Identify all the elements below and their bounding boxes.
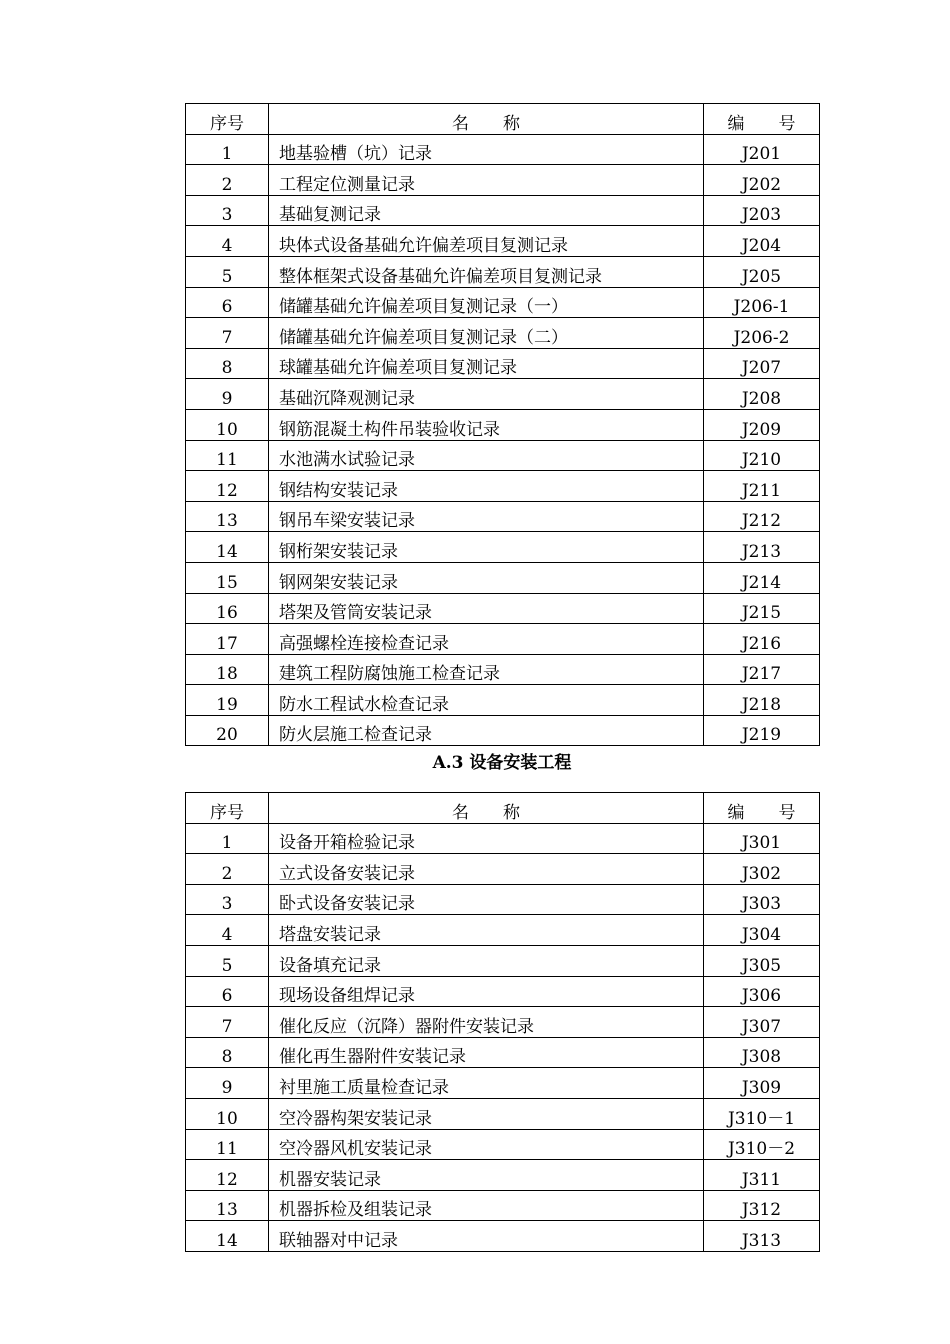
row-number: 10 bbox=[186, 409, 269, 440]
table-row bbox=[186, 854, 820, 885]
table-row bbox=[186, 501, 820, 532]
record-code: J208 bbox=[704, 379, 820, 410]
header-no: 序号 bbox=[186, 104, 269, 135]
table-row bbox=[186, 884, 820, 915]
record-code: J210 bbox=[704, 440, 820, 471]
row-number: 8 bbox=[186, 1037, 269, 1068]
record-name: 钢吊车梁安装记录 bbox=[269, 501, 704, 532]
record-code: J209 bbox=[704, 409, 820, 440]
row-number: 11 bbox=[186, 440, 269, 471]
record-code: J217 bbox=[704, 654, 820, 685]
row-number: 13 bbox=[186, 1190, 269, 1221]
record-code: J310－2 bbox=[704, 1129, 820, 1160]
row-number: 17 bbox=[186, 624, 269, 655]
row-number: 1 bbox=[186, 134, 269, 165]
table-row bbox=[186, 1037, 820, 1068]
table-row bbox=[186, 823, 820, 854]
row-number: 14 bbox=[186, 1221, 269, 1252]
table-row bbox=[186, 165, 820, 196]
record-name: 钢桁架安装记录 bbox=[269, 532, 704, 563]
record-name: 衬里施工质量检查记录 bbox=[269, 1068, 704, 1099]
row-number: 6 bbox=[186, 976, 269, 1007]
table-row bbox=[186, 471, 820, 502]
row-number: 1 bbox=[186, 823, 269, 854]
table-header-row bbox=[186, 793, 820, 824]
record-code: J206-1 bbox=[704, 287, 820, 318]
section-title: A.3 设备安装工程 bbox=[432, 753, 572, 773]
record-code: J203 bbox=[704, 195, 820, 226]
header-name: 名 称 bbox=[269, 104, 704, 135]
record-name: 工程定位测量记录 bbox=[269, 165, 704, 196]
record-code: J311 bbox=[704, 1160, 820, 1191]
records-table-1 bbox=[185, 103, 820, 746]
record-code: J313 bbox=[704, 1221, 820, 1252]
table-row bbox=[186, 1007, 820, 1038]
record-name: 防火层施工检查记录 bbox=[269, 715, 704, 746]
record-code: J201 bbox=[704, 134, 820, 165]
record-name: 催化反应（沉降）器附件安装记录 bbox=[269, 1007, 704, 1038]
record-code: J307 bbox=[704, 1007, 820, 1038]
record-name: 塔盘安装记录 bbox=[269, 915, 704, 946]
record-code: J204 bbox=[704, 226, 820, 257]
record-code: J304 bbox=[704, 915, 820, 946]
record-code: J308 bbox=[704, 1037, 820, 1068]
record-code: J205 bbox=[704, 256, 820, 287]
record-name: 塔架及管筒安装记录 bbox=[269, 593, 704, 624]
row-number: 18 bbox=[186, 654, 269, 685]
row-number: 10 bbox=[186, 1098, 269, 1129]
record-code: J310－1 bbox=[704, 1098, 820, 1129]
record-name: 钢筋混凝土构件吊装验收记录 bbox=[269, 409, 704, 440]
record-name: 卧式设备安装记录 bbox=[269, 884, 704, 915]
records-table-2 bbox=[185, 792, 820, 1252]
record-name: 设备开箱检验记录 bbox=[269, 823, 704, 854]
table-row bbox=[186, 226, 820, 257]
record-name: 催化再生器附件安装记录 bbox=[269, 1037, 704, 1068]
record-code: J301 bbox=[704, 823, 820, 854]
table-row bbox=[186, 915, 820, 946]
row-number: 16 bbox=[186, 593, 269, 624]
row-number: 12 bbox=[186, 1160, 269, 1191]
row-number: 6 bbox=[186, 287, 269, 318]
row-number: 13 bbox=[186, 501, 269, 532]
record-name: 建筑工程防腐蚀施工检查记录 bbox=[269, 654, 704, 685]
table-row bbox=[186, 287, 820, 318]
record-code: J212 bbox=[704, 501, 820, 532]
record-code: J211 bbox=[704, 471, 820, 502]
row-number: 5 bbox=[186, 945, 269, 976]
table-row bbox=[186, 318, 820, 349]
table-row bbox=[186, 134, 820, 165]
record-code: J207 bbox=[704, 348, 820, 379]
row-number: 19 bbox=[186, 685, 269, 716]
table-row bbox=[186, 1129, 820, 1160]
record-name: 机器安装记录 bbox=[269, 1160, 704, 1191]
row-number: 11 bbox=[186, 1129, 269, 1160]
table-row bbox=[186, 945, 820, 976]
record-code: J206-2 bbox=[704, 318, 820, 349]
row-number: 3 bbox=[186, 195, 269, 226]
record-name: 储罐基础允许偏差项目复测记录（二） bbox=[269, 318, 704, 349]
record-code: J219 bbox=[704, 715, 820, 746]
record-code: J215 bbox=[704, 593, 820, 624]
record-name: 球罐基础允许偏差项目复测记录 bbox=[269, 348, 704, 379]
table-row bbox=[186, 593, 820, 624]
row-number: 15 bbox=[186, 562, 269, 593]
table-row bbox=[186, 624, 820, 655]
header-no: 序号 bbox=[186, 793, 269, 824]
row-number: 9 bbox=[186, 379, 269, 410]
record-name: 块体式设备基础允许偏差项目复测记录 bbox=[269, 226, 704, 257]
table-row bbox=[186, 1221, 820, 1252]
table-row bbox=[186, 1160, 820, 1191]
record-name: 防水工程试水检查记录 bbox=[269, 685, 704, 716]
record-name: 钢结构安装记录 bbox=[269, 471, 704, 502]
record-code: J202 bbox=[704, 165, 820, 196]
table-row bbox=[186, 348, 820, 379]
table-row bbox=[186, 1068, 820, 1099]
row-number: 2 bbox=[186, 165, 269, 196]
row-number: 14 bbox=[186, 532, 269, 563]
record-code: J216 bbox=[704, 624, 820, 655]
row-number: 7 bbox=[186, 1007, 269, 1038]
record-name: 基础沉降观测记录 bbox=[269, 379, 704, 410]
record-code: J305 bbox=[704, 945, 820, 976]
row-number: 3 bbox=[186, 884, 269, 915]
record-name: 空冷器构架安装记录 bbox=[269, 1098, 704, 1129]
record-code: J306 bbox=[704, 976, 820, 1007]
table-row bbox=[186, 256, 820, 287]
table-row bbox=[186, 409, 820, 440]
record-name: 整体框架式设备基础允许偏差项目复测记录 bbox=[269, 256, 704, 287]
record-name: 钢网架安装记录 bbox=[269, 562, 704, 593]
table-body-1 bbox=[186, 134, 820, 746]
row-number: 7 bbox=[186, 318, 269, 349]
row-number: 4 bbox=[186, 226, 269, 257]
record-code: J214 bbox=[704, 562, 820, 593]
table-row bbox=[186, 532, 820, 563]
record-name: 储罐基础允许偏差项目复测记录（一） bbox=[269, 287, 704, 318]
record-name: 立式设备安装记录 bbox=[269, 854, 704, 885]
table-row bbox=[186, 685, 820, 716]
row-number: 9 bbox=[186, 1068, 269, 1099]
table-row bbox=[186, 440, 820, 471]
table-row bbox=[186, 976, 820, 1007]
table-row bbox=[186, 654, 820, 685]
table-body-2 bbox=[186, 823, 820, 1251]
row-number: 20 bbox=[186, 715, 269, 746]
table-row bbox=[186, 195, 820, 226]
row-number: 5 bbox=[186, 256, 269, 287]
record-code: J213 bbox=[704, 532, 820, 563]
table-row bbox=[186, 379, 820, 410]
record-code: J303 bbox=[704, 884, 820, 915]
record-name: 空冷器风机安装记录 bbox=[269, 1129, 704, 1160]
record-code: J312 bbox=[704, 1190, 820, 1221]
row-number: 12 bbox=[186, 471, 269, 502]
record-name: 高强螺栓连接检查记录 bbox=[269, 624, 704, 655]
record-code: J218 bbox=[704, 685, 820, 716]
record-name: 基础复测记录 bbox=[269, 195, 704, 226]
table-row bbox=[186, 715, 820, 746]
row-number: 2 bbox=[186, 854, 269, 885]
record-code: J302 bbox=[704, 854, 820, 885]
record-name: 地基验槽（坑）记录 bbox=[269, 134, 704, 165]
table-header-row bbox=[186, 104, 820, 135]
record-name: 水池满水试验记录 bbox=[269, 440, 704, 471]
table-row bbox=[186, 1190, 820, 1221]
table-row bbox=[186, 1098, 820, 1129]
row-number: 8 bbox=[186, 348, 269, 379]
table-row bbox=[186, 562, 820, 593]
record-name: 现场设备组焊记录 bbox=[269, 976, 704, 1007]
record-name: 机器拆检及组装记录 bbox=[269, 1190, 704, 1221]
record-code: J309 bbox=[704, 1068, 820, 1099]
header-code: 编 号 bbox=[704, 793, 820, 824]
header-name: 名 称 bbox=[269, 793, 704, 824]
row-number: 4 bbox=[186, 915, 269, 946]
header-code: 编 号 bbox=[704, 104, 820, 135]
record-name: 联轴器对中记录 bbox=[269, 1221, 704, 1252]
record-name: 设备填充记录 bbox=[269, 945, 704, 976]
